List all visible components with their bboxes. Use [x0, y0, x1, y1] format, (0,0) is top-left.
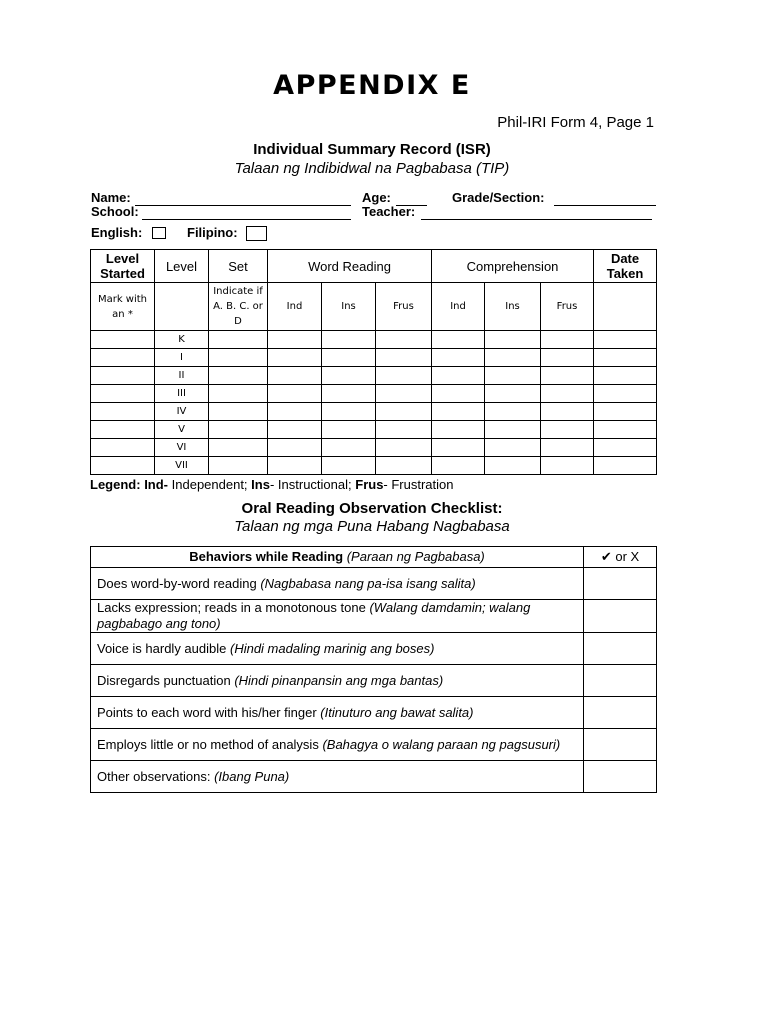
checklist-title: Oral Reading Observation Checklist: [241, 500, 503, 517]
table-row [91, 421, 657, 439]
mark-label: or X [615, 549, 640, 564]
comp-frus-cell[interactable] [541, 403, 594, 421]
check-mark-icon: ✔ [600, 549, 612, 564]
word-ins-cell[interactable] [322, 403, 376, 421]
teacher-label: Teacher: [362, 204, 416, 219]
behavior-fil: (Hindi pinanpansin ang mga bantas) [234, 672, 444, 688]
level-started-cell[interactable] [91, 457, 155, 475]
comp-ind-cell[interactable] [432, 349, 485, 367]
legend-ins-abbr: Ins [251, 477, 270, 492]
set-cell[interactable] [209, 403, 268, 421]
comp-ind-cell[interactable] [432, 385, 485, 403]
header-date-taken: Date Taken [594, 250, 657, 283]
table-row [91, 331, 657, 349]
isr-subtitle: Talaan ng Indibidwal na Pagbabasa (TIP) [234, 160, 510, 177]
set-cell[interactable] [209, 421, 268, 439]
mark-box[interactable] [584, 729, 657, 761]
level-cell: VII [155, 457, 209, 475]
filipino-label: Filipino: [187, 225, 238, 240]
word-frus-cell[interactable] [376, 349, 432, 367]
mark-box[interactable] [584, 568, 657, 600]
level-started-cell[interactable] [91, 439, 155, 457]
mark-box[interactable] [584, 761, 657, 793]
level-started-cell[interactable] [91, 385, 155, 403]
checklist-header-behaviors [91, 547, 584, 568]
date-cell[interactable] [594, 385, 657, 403]
comp-ind-cell[interactable] [432, 421, 485, 439]
behavior-en: Points to each word with his/her finger [97, 704, 317, 720]
page-title: APPENDIX E [273, 70, 471, 101]
behavior-text [91, 568, 584, 600]
mark-box[interactable] [584, 600, 657, 633]
legend-ind-text: Independent; [171, 477, 248, 492]
word-frus-cell[interactable] [376, 331, 432, 349]
behavior-en: Employs little or no method of analysis [97, 736, 319, 752]
subheader-word-ins: Ins [322, 283, 376, 331]
checklist-row [91, 633, 657, 665]
date-cell[interactable] [594, 457, 657, 475]
date-cell[interactable] [594, 367, 657, 385]
comp-frus-cell[interactable] [541, 349, 594, 367]
word-ind-cell[interactable] [268, 385, 322, 403]
date-cell[interactable] [594, 331, 657, 349]
comp-ins-cell[interactable] [485, 349, 541, 367]
grade-section-field[interactable] [554, 192, 656, 206]
level-cell: I [155, 349, 209, 367]
set-cell[interactable] [209, 385, 268, 403]
comp-ins-cell[interactable] [485, 331, 541, 349]
header-comprehension: Comprehension [432, 250, 594, 283]
checklist-row [91, 697, 657, 729]
checklist-table [90, 546, 657, 793]
grade-section-label: Grade/Section: [452, 190, 545, 205]
level-cell: IV [155, 403, 209, 421]
summary-table [90, 249, 657, 475]
mark-box[interactable] [584, 697, 657, 729]
table-row [91, 457, 657, 475]
date-cell[interactable] [594, 421, 657, 439]
word-ind-cell[interactable] [268, 439, 322, 457]
comp-ind-cell[interactable] [432, 331, 485, 349]
teacher-field[interactable] [421, 206, 652, 220]
word-ind-cell[interactable] [268, 403, 322, 421]
legend-frus-abbr: Frus [355, 477, 384, 492]
level-cell: K [155, 331, 209, 349]
word-frus-cell[interactable] [376, 421, 432, 439]
header-set: Set [209, 250, 268, 283]
word-ind-cell[interactable] [268, 367, 322, 385]
english-label: English: [91, 225, 143, 240]
behavior-fil: (Bahagya o walang paraan ng pagsusuri) [322, 736, 561, 752]
set-cell[interactable] [209, 367, 268, 385]
behavior-en: Lacks expression; reads in a monotonous tone [97, 600, 366, 615]
word-ind-cell[interactable] [268, 457, 322, 475]
behavior-en: Other observations: [97, 768, 211, 784]
comp-ins-cell[interactable] [485, 403, 541, 421]
date-cell[interactable] [594, 349, 657, 367]
word-ins-cell[interactable] [322, 439, 376, 457]
level-cell: VI [155, 439, 209, 457]
school-field[interactable] [142, 206, 351, 220]
behavior-fil: (Hindi madaling marinig ang boses) [229, 640, 435, 656]
set-cell[interactable] [209, 349, 268, 367]
behavior-en: Disregards punctuation [97, 672, 231, 688]
comp-frus-cell[interactable] [541, 439, 594, 457]
level-started-cell[interactable] [91, 331, 155, 349]
comp-ins-cell[interactable] [485, 367, 541, 385]
checklist-row [91, 729, 657, 761]
level-started-cell[interactable] [91, 349, 155, 367]
level-started-cell[interactable] [91, 403, 155, 421]
checklist-row [91, 568, 657, 600]
mark-box[interactable] [584, 665, 657, 697]
behavior-fil: (Walang damdamin; walang pagbabago ang tono) [97, 600, 531, 631]
filipino-checkbox[interactable] [246, 226, 267, 241]
school-label: School: [91, 204, 139, 219]
name-field[interactable] [135, 192, 351, 206]
behavior-en: Voice is hardly audible [97, 640, 227, 656]
behavior-text [91, 633, 584, 665]
subheader-word-ind: Ind [268, 283, 322, 331]
word-ind-cell[interactable] [268, 421, 322, 439]
legend-frus-text: - Frustration [383, 477, 454, 492]
form-identifier: Phil-IRI Form 4, Page 1 [497, 114, 654, 131]
header-level: Level [155, 250, 209, 283]
level-cell: II [155, 367, 209, 385]
subheader-date-blank [594, 283, 657, 331]
word-frus-cell[interactable] [376, 367, 432, 385]
checklist-header-mark [584, 547, 657, 568]
table-row [91, 385, 657, 403]
table-row [91, 403, 657, 421]
behaviors-label: Behaviors while Reading [189, 549, 344, 564]
date-cell[interactable] [594, 403, 657, 421]
word-frus-cell[interactable] [376, 385, 432, 403]
subheader-comp-ind: Ind [432, 283, 485, 331]
comp-ind-cell[interactable] [432, 367, 485, 385]
comp-ins-cell[interactable] [485, 457, 541, 475]
behavior-text [91, 697, 584, 729]
legend-label: Legend: [90, 477, 141, 492]
age-label: Age: [362, 190, 391, 205]
checklist-row [91, 665, 657, 697]
subheader-mark: Mark with an * [91, 283, 155, 331]
table-row [91, 367, 657, 385]
comp-ins-cell[interactable] [485, 385, 541, 403]
behavior-en: Does word-by-word reading [97, 575, 257, 591]
comp-ind-cell[interactable] [432, 457, 485, 475]
mark-box[interactable] [584, 633, 657, 665]
behavior-text [91, 761, 584, 793]
behavior-fil: (Ibang Puna) [214, 768, 290, 784]
date-cell[interactable] [594, 439, 657, 457]
level-started-cell[interactable] [91, 421, 155, 439]
header-level-started: Level Started [91, 250, 155, 283]
checklist-row [91, 761, 657, 793]
header-word-reading: Word Reading [268, 250, 432, 283]
isr-title: Individual Summary Record (ISR) [253, 141, 491, 158]
comp-ind-cell[interactable] [432, 439, 485, 457]
behavior-fil: (Itinuturo ang bawat salita) [320, 704, 474, 720]
word-ins-cell[interactable] [322, 367, 376, 385]
checklist-subtitle: Talaan ng mga Puna Habang Nagbabasa [234, 518, 510, 535]
word-frus-cell[interactable] [376, 439, 432, 457]
word-frus-cell[interactable] [376, 403, 432, 421]
word-ins-cell[interactable] [322, 457, 376, 475]
legend-ind-abbr: Ind- [144, 477, 169, 492]
checklist-row [91, 600, 657, 633]
word-frus-cell[interactable] [376, 457, 432, 475]
name-label: Name: [91, 190, 131, 205]
set-cell[interactable] [209, 457, 268, 475]
word-ins-cell[interactable] [322, 349, 376, 367]
english-checkbox[interactable] [152, 227, 166, 239]
comp-frus-cell[interactable] [541, 385, 594, 403]
level-cell: V [155, 421, 209, 439]
subheader-word-frus: Frus [376, 283, 432, 331]
legend [90, 477, 454, 492]
behaviors-label-fil: (Paraan ng Pagbabasa) [346, 549, 485, 564]
level-started-cell[interactable] [91, 367, 155, 385]
table-row [91, 439, 657, 457]
behavior-fil: (Nagbabasa nang pa-isa isang salita) [260, 575, 476, 591]
table-row [91, 349, 657, 367]
word-ind-cell[interactable] [268, 349, 322, 367]
comp-ind-cell[interactable] [432, 403, 485, 421]
set-cell[interactable] [209, 331, 268, 349]
word-ins-cell[interactable] [322, 421, 376, 439]
level-cell: III [155, 385, 209, 403]
word-ins-cell[interactable] [322, 385, 376, 403]
word-ind-cell[interactable] [268, 331, 322, 349]
comp-frus-cell[interactable] [541, 367, 594, 385]
subheader-comp-frus: Frus [541, 283, 594, 331]
comp-frus-cell[interactable] [541, 331, 594, 349]
comp-frus-cell[interactable] [541, 421, 594, 439]
subheader-indicate: Indicate if A. B. C. or D [209, 283, 268, 331]
subheader-level-blank [155, 283, 209, 331]
comp-ins-cell[interactable] [485, 421, 541, 439]
behavior-text [91, 665, 584, 697]
behavior-text [91, 600, 584, 633]
legend-ins-text: - Instructional; [269, 477, 352, 492]
word-ins-cell[interactable] [322, 331, 376, 349]
subheader-comp-ins: Ins [485, 283, 541, 331]
set-cell[interactable] [209, 439, 268, 457]
comp-frus-cell[interactable] [541, 457, 594, 475]
comp-ins-cell[interactable] [485, 439, 541, 457]
behavior-text [91, 729, 584, 761]
